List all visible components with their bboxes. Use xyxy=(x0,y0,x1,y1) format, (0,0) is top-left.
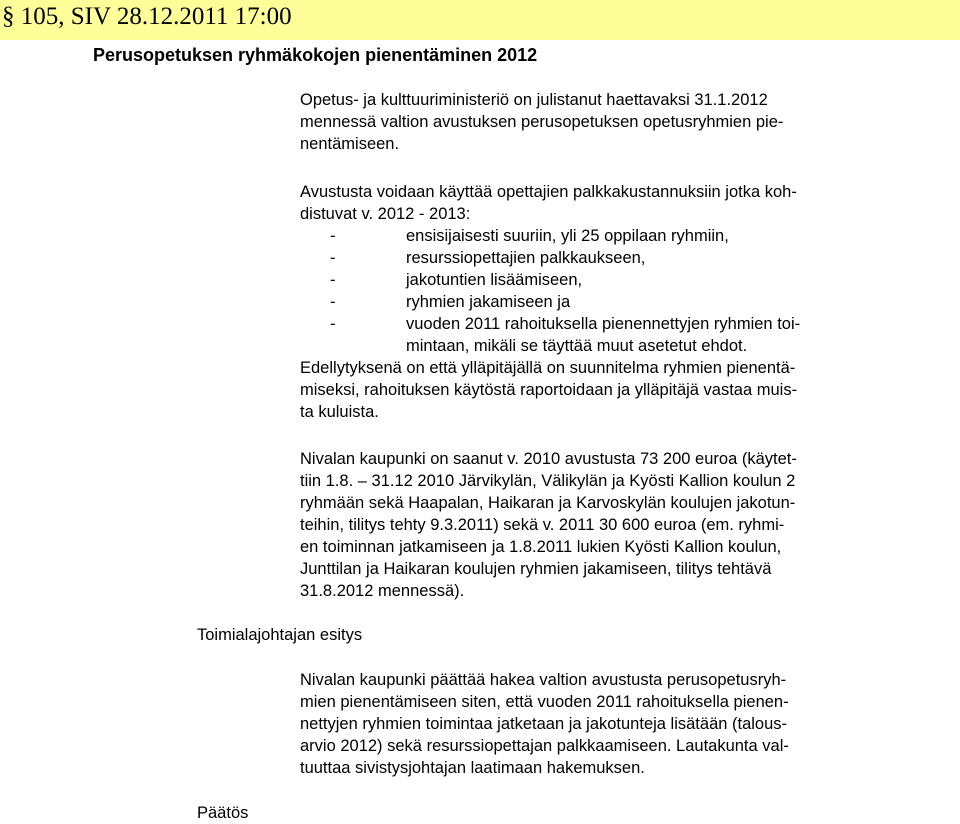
proposal-label: Toimialajohtajan esitys xyxy=(197,626,363,644)
text-line: Nivalan kaupunki on saanut v. 2010 avustusta 73 200 euroa (käytet- xyxy=(300,450,797,468)
bullet-list xyxy=(300,225,900,357)
text-line: Edellytyksenä on että ylläpitäjällä on suunnitelma ryhmien pienentä- xyxy=(300,359,796,377)
list-item xyxy=(300,225,900,247)
text-line: distuvat v. 2012 - 2013: xyxy=(300,205,471,223)
list-item xyxy=(300,247,900,269)
text-line: mennessä valtion avustuksen perusopetuksen opetusryhmien pie- xyxy=(300,113,784,131)
bullet-dash: - xyxy=(330,249,336,267)
text-line: nentämiseen. xyxy=(300,135,400,153)
text-line: nettyjen ryhmien toimintaa jatketaan ja jakotunteja lisätään (talous- xyxy=(300,715,788,733)
bullet-dash: - xyxy=(330,315,336,333)
paragraph-usage xyxy=(300,181,900,423)
paragraph-announcement xyxy=(300,89,900,155)
list-item xyxy=(300,291,900,313)
paragraph-proposal xyxy=(300,669,900,779)
text-line: Nivalan kaupunki päättää hakea valtion avustusta perusopetusryh- xyxy=(300,671,787,689)
list-item-text: mintaan, mikäli se täyttää muut asetetut ehdot. xyxy=(406,337,748,355)
section-header: § 105, SIV 28.12.2011 17:00 xyxy=(2,3,292,30)
list-item xyxy=(300,269,900,291)
text-line: 31.8.2012 mennessä). xyxy=(300,582,465,600)
text-line: tiin 1.8. – 31.12 2010 Järvikylän, Välikylän ja Kyösti Kallion koulun 2 xyxy=(300,472,796,490)
list-item-text: vuoden 2011 rahoituksella pienennettyjen ryhmien toi- xyxy=(406,315,801,333)
bullet-dash: - xyxy=(330,271,336,289)
text-line: arvio 2012) sekä resurssiopettajan palkkaamiseen. Lautakunta val- xyxy=(300,737,789,755)
text-line: Opetus- ja kulttuuriministeriö on julistanut haettavaksi 31.1.2012 xyxy=(300,91,768,109)
text-line: Junttilan ja Haikaran koulujen ryhmien jakamiseen, tilitys tehtävä xyxy=(300,560,772,578)
text-line: Avustusta voidaan käyttää opettajien palkkakustannuksiin jotka koh- xyxy=(300,183,797,201)
list-item-text: ensisijaisesti suuriin, yli 25 oppilaan ryhmiin, xyxy=(406,227,729,245)
text-line: en toiminnan jatkamiseen ja 1.8.2011 lukien Kyösti Kallion koulun, xyxy=(300,538,782,556)
document-title: Perusopetuksen ryhmäkokojen pienentäminen 2012 xyxy=(93,45,538,65)
text-line: ta kuluista. xyxy=(300,403,379,421)
bullet-dash: - xyxy=(330,227,336,245)
text-line: ryhmään sekä Haapalan, Haikaran ja Karvoskylän koulujen jakotun- xyxy=(300,494,796,512)
text-line: tuuttaa sivistysjohtajan laatimaan hakemuksen. xyxy=(300,759,645,777)
decision-label: Päätös xyxy=(197,804,249,822)
section-header-bar xyxy=(0,0,960,40)
text-line: miseksi, rahoituksen käytöstä raportoidaan ja ylläpitäjä vastaa muis- xyxy=(300,381,798,399)
list-item-text: resurssiopettajien palkkaukseen, xyxy=(406,249,646,267)
bullet-dash: - xyxy=(330,293,336,311)
list-item-text: ryhmien jakamiseen ja xyxy=(406,293,571,311)
list-item xyxy=(300,313,900,357)
text-line: mien pienentämiseen siten, että vuoden 2011 rahoituksella pienen- xyxy=(300,693,789,711)
list-item-text: jakotuntien lisäämiseen, xyxy=(406,271,583,289)
text-line: teihin, tilitys tehty 9.3.2011) sekä v. 2011 30 600 euroa (em. ryhmi- xyxy=(300,516,785,534)
paragraph-history xyxy=(300,448,900,602)
